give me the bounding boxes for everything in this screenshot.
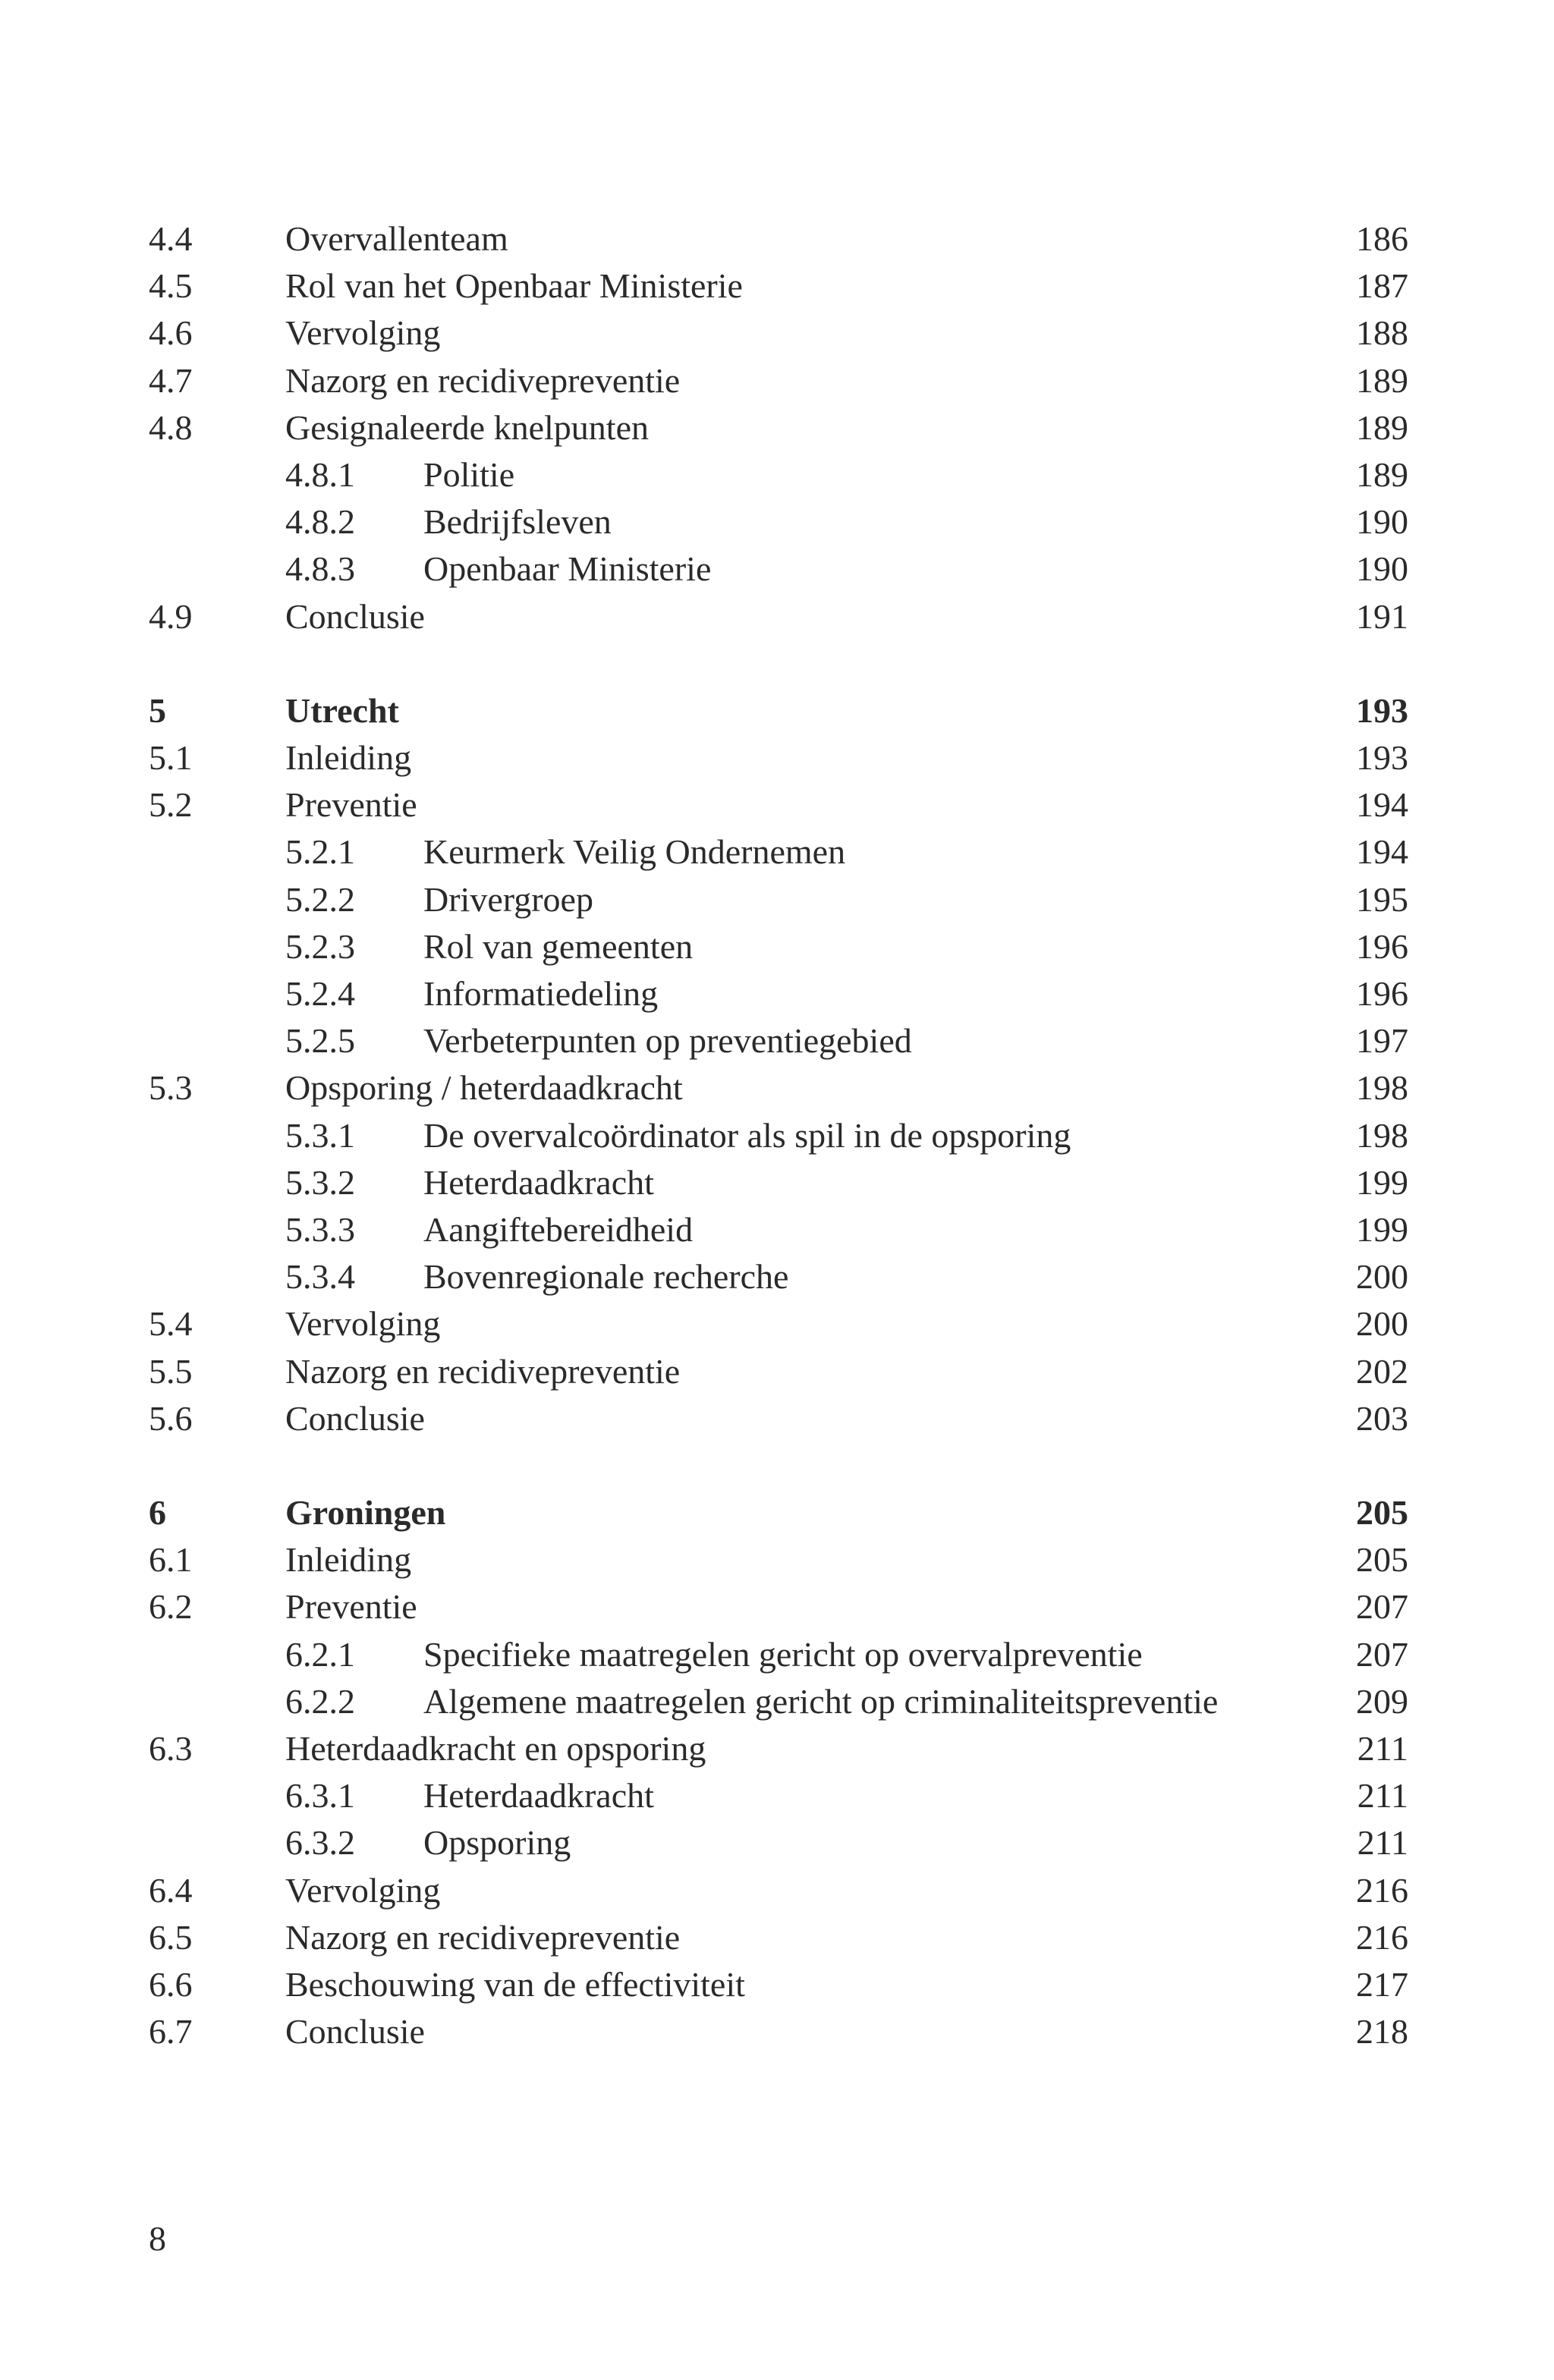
toc-section [149,1300,1408,1347]
toc-subsection [149,923,1408,970]
toc-title: Informatiedeling [423,974,659,1013]
toc-page: 218 [1356,2012,1408,2051]
toc-subsection [149,1159,1408,1206]
toc-section [149,357,1408,404]
toc-page: 211 [1357,1823,1408,1863]
toc-page: 194 [1356,785,1408,825]
toc-number: 5.3.2 [285,1162,355,1202]
toc-title: Vervolging [285,1304,441,1344]
toc-number: 5.3.1 [285,1115,355,1155]
toc-page: 196 [1356,974,1408,1013]
toc-subsection [149,1206,1408,1253]
toc-title: Overvallenteam [285,219,508,258]
toc-title: Groningen [285,1493,446,1533]
toc-number: 5.2.1 [285,832,355,872]
toc-page: 203 [1356,1398,1408,1438]
toc-subsection [149,1678,1408,1725]
toc-number: 4.7 [149,360,193,400]
toc-subsection [149,876,1408,923]
toc-number: 6.2.2 [285,1681,355,1721]
toc-number: 5.3.3 [285,1209,355,1249]
toc-number: 6.3.2 [285,1823,355,1863]
toc-number: 6.2 [149,1587,193,1627]
toc-title: Specifieke maatregelen gericht op overvalpreventie [423,1634,1143,1674]
toc-page: 188 [1356,313,1408,353]
toc-title: Conclusie [285,2012,425,2051]
toc-section [149,1348,1408,1395]
toc-section [149,1583,1408,1630]
toc-page: 211 [1357,1776,1408,1816]
toc-number: 6.2.1 [285,1634,355,1674]
toc-number: 5.5 [149,1351,193,1391]
toc-title: Utrecht [285,690,399,730]
toc-page: 186 [1356,219,1408,258]
toc-title: Inleiding [285,1540,412,1580]
toc-subsection [149,1017,1408,1064]
toc-number: 6.1 [149,1540,193,1580]
toc-title: Algemene maatregelen gericht op criminaliteitspreventie [423,1681,1219,1721]
toc-title: Opsporing / heterdaadkracht [285,1068,683,1108]
toc-subsection [149,1253,1408,1300]
toc-subsection [149,970,1408,1017]
toc-section [149,1536,1408,1583]
toc-section [149,781,1408,828]
toc-subsection [149,828,1408,876]
toc-page: 199 [1356,1209,1408,1249]
toc-page: 198 [1356,1115,1408,1155]
toc-page: 189 [1356,360,1408,400]
toc-number: 4.8.1 [285,454,355,494]
toc-title: Nazorg en recidivepreventie [285,1917,681,1957]
toc-title: Beschouwing van de effectiviteit [285,1964,745,2004]
toc-section [149,1395,1408,1442]
toc-number: 5.1 [149,738,193,778]
toc-title: Politie [423,454,515,494]
toc-subsection [149,498,1408,545]
toc-title: Opsporing [423,1823,571,1863]
toc-section [149,734,1408,781]
toc-chapter [149,1489,1408,1536]
toc-number: 4.9 [149,596,193,636]
toc-number: 6.6 [149,1964,193,2004]
toc-page: 209 [1356,1681,1408,1721]
toc-page: 216 [1356,1870,1408,1910]
toc-title: Inleiding [285,738,412,778]
toc-page: 200 [1356,1304,1408,1344]
toc-subsection [149,545,1408,593]
toc-number: 5.2.4 [285,974,355,1013]
toc-title: Verbeterpunten op preventiegebied [423,1021,912,1061]
toc-title: Heterdaadkracht [423,1162,654,1202]
toc-number: 4.8.2 [285,502,355,542]
toc-subsection [149,1112,1408,1159]
toc-page: 207 [1356,1634,1408,1674]
toc-page: 217 [1356,1964,1408,2004]
toc-title: Nazorg en recidivepreventie [285,360,681,400]
toc-page: 195 [1356,879,1408,919]
toc-title: Conclusie [285,596,425,636]
toc-title: Nazorg en recidivepreventie [285,1351,681,1391]
toc-page: 199 [1356,1162,1408,1202]
toc-section [149,404,1408,451]
toc-page: 198 [1356,1068,1408,1108]
toc-subsection [149,1772,1408,1819]
toc-page: 194 [1356,832,1408,872]
toc-section [149,310,1408,357]
toc-number: 5.6 [149,1398,193,1438]
toc-section [149,263,1408,310]
toc-number: 5 [149,690,166,730]
toc-number: 4.8 [149,407,193,447]
toc-title: Keurmerk Veilig Ondernemen [423,832,846,872]
toc-page: 211 [1357,1729,1408,1768]
page-number: 8 [149,2219,166,2258]
toc-page: 190 [1356,502,1408,542]
toc-number: 6.4 [149,1870,193,1910]
toc-title: Openbaar Ministerie [423,549,712,589]
toc-number: 4.4 [149,219,193,258]
toc-title: Conclusie [285,1398,425,1438]
toc-section [149,2008,1408,2055]
toc-title: Heterdaadkracht [423,1776,654,1816]
toc-number: 5.2 [149,785,193,825]
toc-page: 207 [1356,1587,1408,1627]
toc-section [149,1914,1408,1961]
toc-page: 189 [1356,407,1408,447]
toc-section [149,215,1408,263]
toc-title: Bedrijfsleven [423,502,612,542]
toc-title: De overvalcoördinator als spil in de opsporing [423,1115,1071,1155]
toc-title: Heterdaadkracht en opsporing [285,1729,706,1768]
toc-section [149,1867,1408,1914]
toc-title: Vervolging [285,313,441,353]
toc-number: 6.3 [149,1729,193,1768]
toc-number: 4.5 [149,266,193,306]
toc-number: 5.2.5 [285,1021,355,1061]
toc-number: 4.6 [149,313,193,353]
toc-page: 189 [1356,454,1408,494]
toc-number: 6 [149,1493,166,1533]
toc-title: Vervolging [285,1870,441,1910]
toc-page: 193 [1356,738,1408,778]
toc-page: 190 [1356,549,1408,589]
toc-page: 187 [1356,266,1408,306]
toc-section [149,1725,1408,1772]
toc-subsection [149,1631,1408,1678]
toc-page: 216 [1356,1917,1408,1957]
toc-title: Bovenregionale recherche [423,1257,789,1297]
toc-section [149,593,1408,640]
toc-number: 6.5 [149,1917,193,1957]
toc-number: 6.7 [149,2012,193,2051]
toc-page: 205 [1356,1493,1408,1533]
toc-title: Preventie [285,1587,417,1627]
toc-page: 191 [1356,596,1408,636]
toc-page: 205 [1356,1540,1408,1580]
toc-number: 5.3.4 [285,1257,355,1297]
toc-page: 197 [1356,1021,1408,1061]
toc-subsection [149,1819,1408,1866]
toc-title: Drivergroep [423,879,593,919]
toc-chapter [149,687,1408,734]
toc-title: Preventie [285,785,417,825]
table-of-contents [149,215,1408,2055]
toc-title: Rol van het Openbaar Ministerie [285,266,743,306]
toc-number: 5.4 [149,1304,193,1344]
toc-title: Rol van gemeenten [423,926,694,966]
toc-number: 5.2.2 [285,879,355,919]
toc-number: 4.8.3 [285,549,355,589]
toc-title: Aangiftebereidheid [423,1209,694,1249]
toc-section [149,1064,1408,1111]
toc-page: 200 [1356,1257,1408,1297]
toc-page: 196 [1356,926,1408,966]
toc-number: 5.2.3 [285,926,355,966]
toc-page: 193 [1356,690,1408,730]
toc-title: Gesignaleerde knelpunten [285,407,649,447]
toc-number: 6.3.1 [285,1776,355,1816]
toc-subsection [149,451,1408,498]
toc-section [149,1961,1408,2008]
toc-page: 202 [1356,1351,1408,1391]
toc-number: 5.3 [149,1068,193,1108]
